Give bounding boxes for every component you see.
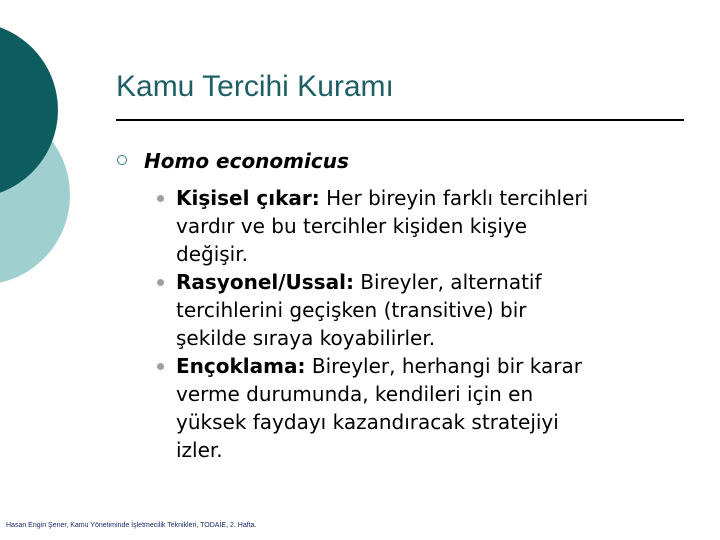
item-text-line: izler. xyxy=(176,438,223,462)
decorative-circles xyxy=(0,0,120,300)
item-text-line: şekilde sıraya koyabilirler. xyxy=(176,326,436,350)
list-item-encoklama xyxy=(157,352,702,464)
slide-footer: Hasan Engin Şener, Kamu Yönetiminde İşletmecilik Teknikleri, TODAİE, 2. Hafta. xyxy=(6,522,257,529)
filled-circle-icon xyxy=(157,195,164,202)
item-text-line: Bireyler, herhangi bir karar xyxy=(305,354,582,378)
title-divider xyxy=(116,119,684,121)
list-item-rasyonel-ussal xyxy=(157,268,702,352)
item-term: Ençoklama: xyxy=(176,354,306,378)
item-term: Kişisel çıkar: xyxy=(176,186,320,210)
item-text-line: verme durumunda, kendileri için en xyxy=(176,382,534,406)
item-text-line: tercihlerini geçişken (transitive) bir xyxy=(176,298,527,322)
item-text-line: vardır ve bu tercihler kişiden kişiye xyxy=(176,214,528,238)
filled-circle-icon xyxy=(157,279,164,286)
item-term: Rasyonel/Ussal: xyxy=(176,270,354,294)
item-text-line: yüksek faydayı kazandıracak stratejiyi xyxy=(176,410,559,434)
filled-circle-icon xyxy=(157,363,164,370)
list-item-kisisel-cikar xyxy=(157,184,702,268)
item-text-line: Her bireyin farklı tercihleri xyxy=(319,186,589,210)
hollow-circle-icon xyxy=(117,155,127,165)
sub-bullet-list xyxy=(157,184,702,464)
item-text-line: Bireyler, alternatif xyxy=(353,270,542,294)
slide-title: Kamu Tercihi Kuramı xyxy=(116,70,394,103)
bullet-heading: Homo economicus xyxy=(144,149,349,173)
item-text-line: değişir. xyxy=(176,242,248,266)
